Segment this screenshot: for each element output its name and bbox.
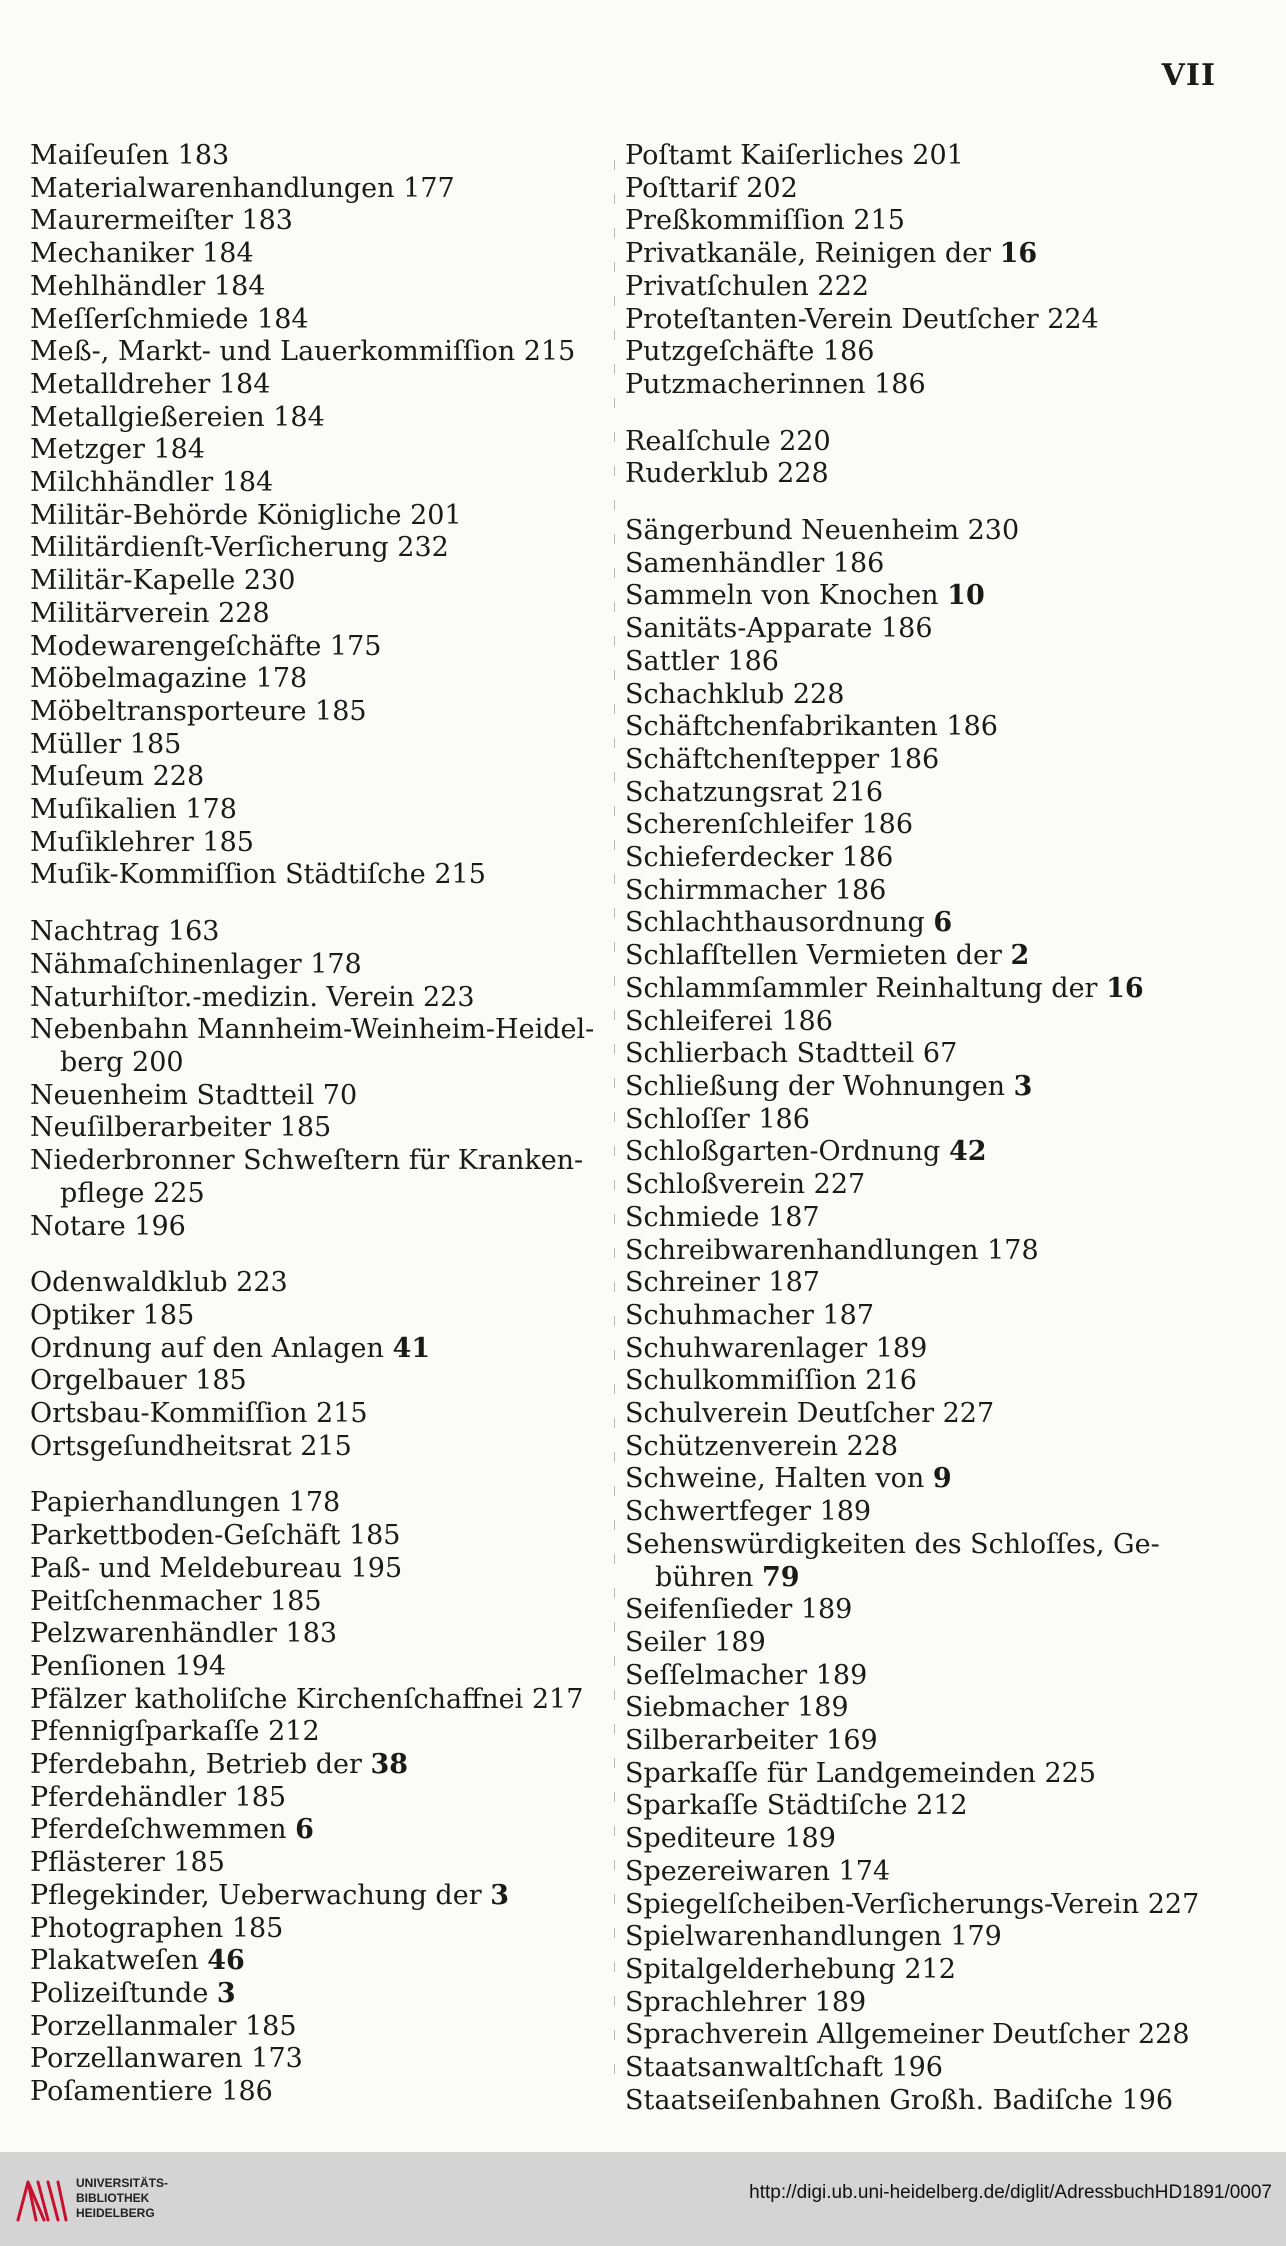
index-entry [30, 1398, 610, 1431]
index-entry [625, 1660, 1225, 1693]
index-entry [625, 842, 1225, 875]
index-entry [30, 1300, 610, 1333]
index-entry [625, 973, 1225, 1006]
entry-text: Militärdienſt-Verſicherung 232 [30, 532, 449, 564]
entry-text: Scherenſchleifer 186 [625, 809, 914, 841]
index-column-left [30, 140, 610, 2109]
index-entry [625, 336, 1225, 369]
index-entry [30, 949, 610, 982]
index-entry [625, 1987, 1225, 2020]
entry-text: Nebenbahn Mannheim-Weinheim-Heidel- [30, 1014, 595, 1046]
entry-text: Parkettboden-Geſchäft 185 [30, 1520, 401, 1552]
index-entry [30, 794, 610, 827]
entry-text: Poſttarif 202 [625, 172, 798, 204]
index-entry [625, 515, 1225, 548]
index-entry [30, 1847, 610, 1880]
index-entry [30, 1333, 610, 1366]
index-entry [30, 565, 610, 598]
index-entry [30, 1716, 610, 1749]
entry-text: Ordnung auf den Anlagen [30, 1332, 384, 1364]
entry-text: Spitalgelderhebung 212 [625, 1953, 956, 1985]
index-entry [30, 1014, 610, 1047]
index-column-right [625, 140, 1225, 2117]
entry-section-number: 3 [490, 1879, 509, 1911]
page-number: VII [1161, 58, 1216, 93]
entry-text: Penſionen 194 [30, 1650, 227, 1682]
index-entry [30, 532, 610, 565]
index-entry [30, 1618, 610, 1651]
entry-section-number: 3 [1013, 1070, 1033, 1102]
entry-section-number: 10 [947, 580, 985, 612]
entry-text: Sängerbund Neuenheim 230 [625, 515, 1020, 547]
index-entry [30, 1080, 610, 1113]
index-entry [625, 907, 1225, 940]
entry-text: Spediteure 189 [625, 1823, 836, 1855]
entry-section-number: 42 [948, 1136, 987, 1168]
entry-section-number: 6 [933, 907, 953, 939]
entry-section-number: 41 [392, 1332, 431, 1364]
index-entry [30, 1749, 610, 1782]
index-entry [625, 369, 1225, 402]
entry-text: Ruderklub 228 [625, 458, 829, 490]
entry-section-number: 16 [1106, 972, 1144, 1004]
entry-text: Pferdeſchwemmen [30, 1814, 287, 1846]
entry-section-number: 6 [295, 1814, 314, 1846]
entry-text: Meſſerſchmiede 184 [30, 303, 309, 335]
entry-text: Pelzwarenhändler 183 [30, 1618, 338, 1650]
index-entry [625, 613, 1225, 646]
index-entry [625, 1790, 1225, 1823]
index-entry [625, 1104, 1225, 1137]
entry-text: Porzellanwaren 173 [30, 2043, 303, 2075]
index-entry [30, 467, 610, 500]
entry-text: Seſſelmacher 189 [625, 1659, 868, 1691]
entry-text: Schuhmacher 187 [625, 1299, 874, 1331]
index-entry [625, 1431, 1225, 1464]
index-entry [30, 1684, 610, 1717]
entry-text: Metzger 184 [30, 434, 205, 466]
entry-text: Odenwaldklub 223 [30, 1267, 288, 1299]
index-entry [625, 1463, 1225, 1496]
index-entry [625, 1235, 1225, 1268]
entry-text: Neuenheim Stadtteil 70 [30, 1079, 358, 1111]
entry-section-number: 2 [1010, 940, 1030, 972]
entry-text: Metalldreher 184 [30, 368, 271, 400]
entry-text: Metallgießereien 184 [30, 401, 325, 433]
index-entry [625, 1692, 1225, 1725]
entry-text: Nachtrag 163 [30, 916, 220, 948]
entry-text: Schlammſammler Reinhaltung der [625, 972, 1098, 1004]
entry-text: Siebmacher 189 [625, 1692, 849, 1724]
entry-text: Schleiferei 186 [625, 1005, 833, 1037]
entry-text: Spiegelſcheiben-Verſicherungs-Verein 227 [625, 1888, 1200, 1920]
index-entry [625, 1562, 1225, 1595]
index-entry [625, 1921, 1225, 1954]
index-entry [625, 140, 1225, 173]
entry-text: Pfennigſparkaſſe 212 [30, 1716, 320, 1748]
index-entry [30, 369, 610, 402]
entry-text: Peitſchenmacher 185 [30, 1585, 322, 1617]
index-entry [625, 426, 1225, 459]
entry-text: Schlachthausordnung [625, 907, 925, 939]
index-entry [625, 940, 1225, 973]
index-entry [30, 1978, 610, 2011]
index-entry [30, 631, 610, 664]
index-entry [30, 500, 610, 533]
index-entry [30, 1487, 610, 1520]
index-entry [625, 744, 1225, 777]
index-entry [30, 696, 610, 729]
entry-text: Sparkaſſe für Landgemeinden 225 [625, 1757, 1096, 1789]
entry-text: Modewarengeſchäfte 175 [30, 630, 382, 662]
index-entry [625, 1169, 1225, 1202]
entry-text: Pfälzer katholiſche Kirchenſchaffnei 217 [30, 1683, 584, 1715]
index-entry [30, 173, 610, 206]
entry-text: Preßkommiſſion 215 [625, 205, 905, 237]
index-entry [625, 1529, 1225, 1562]
entry-text: Maurermeiſter 183 [30, 205, 293, 237]
index-entry [30, 1112, 610, 1145]
entry-text: Schmiede 187 [625, 1201, 820, 1233]
entry-text: Militär-Behörde Königliche 201 [30, 499, 462, 531]
entry-text: Sattler 186 [625, 645, 779, 677]
entry-text: Papierhandlungen 178 [30, 1487, 341, 1519]
entry-text: Milchhändler 184 [30, 467, 274, 499]
entry-text: Spezereiwaren 174 [625, 1855, 891, 1887]
entry-text: Schweine, Halten von [625, 1463, 925, 1495]
index-entry [625, 777, 1225, 810]
index-entry [625, 809, 1225, 842]
entry-text: Muſik-Kommiſſion Städtiſche 215 [30, 859, 486, 891]
entry-text: Pferdehändler 185 [30, 1781, 287, 1813]
index-entry [30, 2076, 610, 2109]
entry-text: Putzmacherinnen 186 [625, 368, 926, 400]
entry-text: Möbelmagazine 178 [30, 663, 308, 695]
index-entry [30, 336, 610, 369]
index-entry [30, 729, 610, 762]
footer-bar [0, 2152, 1286, 2246]
index-entry [30, 205, 610, 238]
entry-text: Schloßverein 227 [625, 1169, 866, 1201]
index-entry [30, 1431, 610, 1464]
entry-text: Mechaniker 184 [30, 238, 254, 270]
index-entry [625, 1823, 1225, 1856]
column-divider [614, 160, 615, 2080]
entry-text: Ortsbau-Kommiſſion 215 [30, 1398, 368, 1430]
index-entry [625, 304, 1225, 337]
entry-text: Porzellanmaler 185 [30, 2010, 297, 2042]
index-entry [625, 1496, 1225, 1529]
index-entry [30, 1782, 610, 1815]
entry-text: Schirmmacher 186 [625, 874, 887, 906]
entry-section-number: 46 [207, 1945, 245, 1977]
index-entry [625, 2085, 1225, 2118]
index-entry [30, 1880, 610, 1913]
index-entry [625, 1627, 1225, 1660]
index-entry [625, 205, 1225, 238]
entry-text: Schuhwarenlager 189 [625, 1332, 928, 1364]
source-url-link[interactable]: http://digi.ub.uni-heidelberg.de/diglit/AdressbuchHD1891/0007 [749, 2182, 1272, 2203]
entry-text: Sparkaſſe Städtiſche 212 [625, 1790, 968, 1822]
index-entry [625, 1954, 1225, 1987]
index-entry [30, 1553, 610, 1586]
entry-text: Materialwarenhandlungen 177 [30, 172, 455, 204]
index-entry [30, 916, 610, 949]
library-name-line: UNIVERSITÄTS- [76, 2176, 169, 2190]
entry-text: Pflästerer 185 [30, 1847, 225, 1879]
entry-text: Seifenſieder 189 [625, 1594, 853, 1626]
entry-text: Militär-Kapelle 230 [30, 565, 296, 597]
index-entry [625, 1725, 1225, 1758]
index-entry [30, 271, 610, 304]
index-entry [625, 238, 1225, 271]
entry-text: Sprachlehrer 189 [625, 1986, 867, 2018]
index-entry [30, 238, 610, 271]
entry-text: Meß-, Markt- und Lauerkommiſſion 215 [30, 336, 576, 368]
index-entry [625, 1856, 1225, 1889]
index-entry [30, 434, 610, 467]
entry-text: Privatkanäle, Reinigen der [625, 238, 992, 270]
entry-text: Schatzungsrat 216 [625, 776, 884, 808]
entry-text: Müller 185 [30, 728, 182, 760]
entry-section-number: 3 [216, 1977, 236, 2009]
entry-text: Optiker 185 [30, 1299, 195, 1331]
entry-text: Muſikalien 178 [30, 794, 237, 826]
index-entry [625, 1038, 1225, 1071]
ub-heidelberg-logo-icon [14, 2176, 70, 2224]
entry-text: bühren [655, 1561, 754, 1593]
entry-text: Schäftchenfabrikanten 186 [625, 711, 998, 743]
entry-text: Schwertfeger 189 [625, 1496, 872, 1528]
entry-text: Notare 196 [30, 1210, 186, 1242]
index-entry [30, 402, 610, 435]
index-entry [30, 1913, 610, 1946]
entry-text: Pferdebahn, Betrieb der [30, 1749, 362, 1781]
entry-text: Silberarbeiter 169 [625, 1725, 878, 1757]
index-entry [625, 1136, 1225, 1169]
library-name [76, 2176, 168, 2221]
entry-text: Schulverein Deutſcher 227 [625, 1398, 995, 1430]
index-entry [625, 1267, 1225, 1300]
index-entry [625, 1365, 1225, 1398]
entry-text: Schreiner 187 [625, 1267, 820, 1299]
entry-text: Naturhiſtor.-medizin. Verein 223 [30, 981, 475, 1013]
entry-text: Privatſchulen 222 [625, 270, 869, 302]
index-entry [30, 1047, 610, 1080]
entry-section-number: 16 [999, 238, 1038, 270]
index-entry [30, 1178, 610, 1211]
entry-text: Möbeltransporteure 185 [30, 695, 367, 727]
index-entry [30, 1814, 610, 1847]
index-entry [625, 1202, 1225, 1235]
entry-section-number: 79 [761, 1561, 800, 1593]
index-entry [625, 580, 1225, 613]
index-entry [30, 2011, 610, 2044]
entry-text: Schachklub 228 [625, 678, 845, 710]
entry-text: Polizeiſtunde [30, 1977, 209, 2009]
entry-text: Neuſilberarbeiter 185 [30, 1112, 332, 1144]
index-entry [30, 1520, 610, 1553]
index-entry [625, 1889, 1225, 1922]
entry-section-number: 38 [370, 1749, 409, 1781]
entry-text: Schließung der Wohnungen [625, 1070, 1006, 1102]
index-entry [625, 2019, 1225, 2052]
entry-text: Seiler 189 [625, 1626, 766, 1658]
entry-text: Photographen 185 [30, 1912, 284, 1944]
entry-text: Maiſeuſen 183 [30, 140, 230, 171]
index-entry [30, 1267, 610, 1300]
index-entry [30, 1945, 610, 1978]
index-entry [30, 663, 610, 696]
entry-text: Pflegekinder, Ueberwachung der [30, 1879, 482, 1911]
entry-text: Realſchule 220 [625, 425, 831, 457]
entry-text: Sanitäts-Apparate 186 [625, 613, 933, 645]
entry-text: Orgelbauer 185 [30, 1365, 247, 1397]
entry-text: Proteſtanten-Verein Deutſcher 224 [625, 303, 1099, 335]
entry-text: Schulkommiſſion 216 [625, 1365, 917, 1397]
entry-text: Sammeln von Knochen [625, 580, 939, 612]
entry-text: Paß- und Meldebureau 195 [30, 1552, 403, 1584]
entry-text: Samenhändler 186 [625, 547, 885, 579]
index-entry [30, 859, 610, 892]
index-entry [625, 1398, 1225, 1431]
index-entry [30, 2043, 610, 2076]
entry-text: Poſamentiere 186 [30, 2076, 273, 2108]
entry-text: Schloſſer 186 [625, 1103, 810, 1135]
index-entry [30, 1145, 610, 1178]
index-entry [30, 304, 610, 337]
index-entry [625, 646, 1225, 679]
index-entry [625, 458, 1225, 491]
library-name-line: HEIDELBERG [76, 2206, 155, 2220]
index-entry [625, 2052, 1225, 2085]
library-name-line: BIBLIOTHEK [76, 2191, 150, 2205]
index-entry [625, 548, 1225, 581]
index-entry [30, 982, 610, 1015]
entry-text: Staatsanwaltſchaft 196 [625, 2052, 943, 2084]
index-entry [30, 1211, 610, 1244]
index-entry [30, 1586, 610, 1619]
entry-text: Plakatweſen [30, 1945, 199, 1977]
entry-text: Schäftchenſtepper 186 [625, 743, 940, 775]
index-entry [625, 679, 1225, 712]
entry-text: Schützenverein 228 [625, 1430, 899, 1462]
entry-text: Nähmaſchinenlager 178 [30, 948, 362, 980]
entry-text: Schloßgarten-Ordnung [625, 1136, 941, 1168]
index-entry [625, 1594, 1225, 1627]
index-entry [625, 711, 1225, 744]
entry-text: Schlafſtellen Vermieten der [625, 940, 1002, 972]
entry-text: Putzgeſchäfte 186 [625, 336, 875, 368]
index-entry [625, 1333, 1225, 1366]
entry-text: berg 200 [60, 1046, 184, 1078]
entry-section-number: 9 [932, 1463, 952, 1495]
entry-text: Sehenswürdigkeiten des Schloſſes, Ge- [625, 1528, 1160, 1560]
index-entry [625, 1300, 1225, 1333]
entry-text: Mehlhändler 184 [30, 270, 266, 302]
entry-text: Spielwarenhandlungen 179 [625, 1921, 1002, 1953]
entry-text: Sprachverein Allgemeiner Deutſcher 228 [625, 2019, 1190, 2051]
entry-text: Muſeum 228 [30, 761, 205, 793]
index-entry [625, 1071, 1225, 1104]
entry-text: Militärverein 228 [30, 597, 270, 629]
entry-text: Staatseiſenbahnen Großh. Badiſche 196 [625, 2084, 1174, 2116]
index-entry [625, 173, 1225, 206]
entry-text: Poſtamt Kaiſerliches 201 [625, 140, 964, 171]
index-entry [30, 827, 610, 860]
entry-text: Niederbronner Schweſtern für Kranken- [30, 1145, 584, 1177]
index-entry [625, 1006, 1225, 1039]
index-entry [625, 1758, 1225, 1791]
entry-text: pflege 225 [60, 1177, 205, 1209]
entry-text: Schieferdecker 186 [625, 842, 894, 874]
index-entry [30, 761, 610, 794]
index-entry [30, 140, 610, 173]
index-entry [30, 598, 610, 631]
index-entry [30, 1651, 610, 1684]
index-entry [625, 271, 1225, 304]
index-entry [30, 1365, 610, 1398]
entry-text: Ortsgeſundheitsrat 215 [30, 1430, 352, 1462]
entry-text: Schreibwarenhandlungen 178 [625, 1234, 1039, 1266]
entry-text: Schlierbach Stadtteil 67 [625, 1038, 958, 1070]
entry-text: Muſiklehrer 185 [30, 826, 254, 858]
index-entry [625, 875, 1225, 908]
